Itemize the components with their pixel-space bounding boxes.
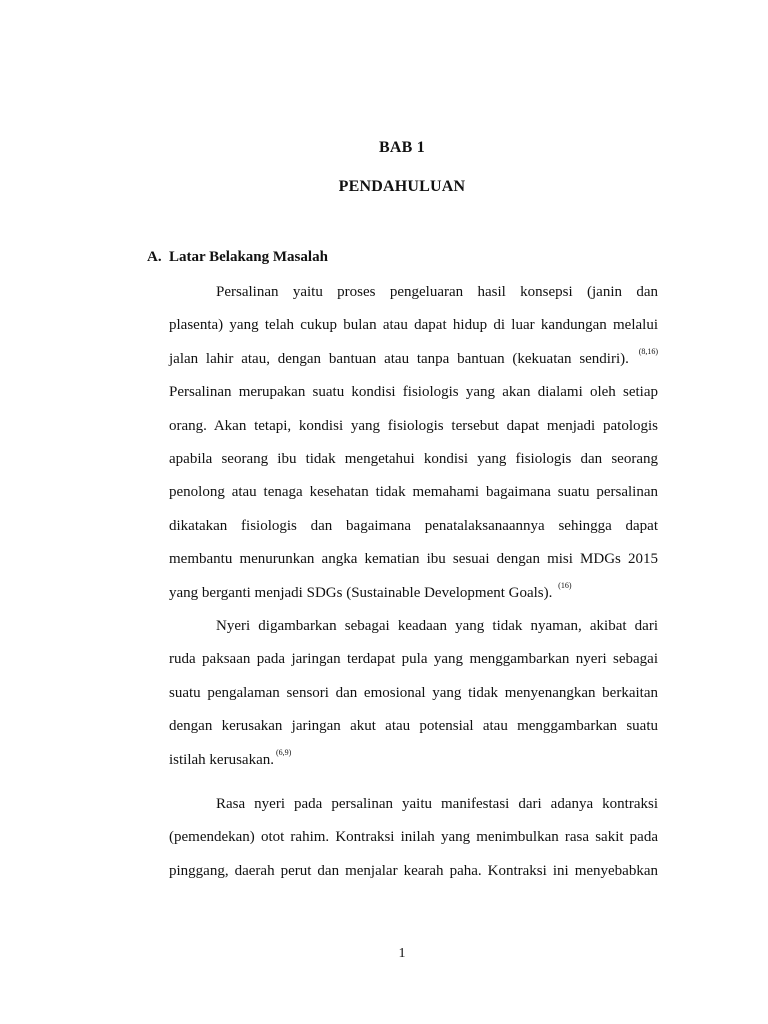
section-letter: A. — [147, 249, 162, 265]
paragraph-line: plasenta) yang telah cukup bulan atau dapat hidup di luar kandungan melalui — [169, 317, 658, 334]
paragraph-line: dengan kerusakan jaringan akut atau potensial atau menggambarkan suatu — [169, 718, 658, 735]
paragraph-line-text: jalan lahir atau, dengan bantuan atau tanpa bantuan (kekuatan sendiri). — [169, 350, 629, 367]
paragraph-line: penolong atau tenaga kesehatan tidak memahami bagaimana suatu persalinan — [169, 484, 658, 501]
paragraph-1 — [169, 276, 658, 610]
paragraph-line — [169, 343, 658, 376]
page-number: 1 — [398, 946, 406, 961]
paragraph-line — [169, 744, 658, 777]
citation-superscript: (6,9) — [275, 747, 292, 757]
paragraph-line: Persalinan merupakan suatu kondisi fisiologis yang akan dialami oleh setiap — [169, 384, 658, 401]
paragraph-line: Rasa nyeri pada persalinan yaitu manifestasi dari adanya kontraksi — [216, 796, 658, 812]
paragraph-line: (pemendekan) otot rahim. Kontraksi inilah yang menimbulkan rasa sakit pada — [169, 829, 658, 846]
paragraph-line: Nyeri digambarkan sebagai keadaan yang tidak nyaman, akibat dari — [216, 618, 658, 634]
paragraph-3 — [169, 788, 658, 888]
section-heading — [147, 249, 328, 266]
citation-superscript: (16) — [558, 580, 572, 590]
paragraph-line-text: istilah kerusakan. — [169, 751, 274, 768]
paragraph-line: apabila seorang ibu tidak mengetahui kondisi yang fisiologis dan seorang — [169, 450, 658, 467]
citation-superscript: (8,16) — [638, 346, 659, 356]
paragraph-line: orang. Akan tetapi, kondisi yang fisiologis tersebut dapat menjadi patologis — [169, 417, 658, 434]
section-title: Latar Belakang Masalah — [169, 249, 328, 265]
chapter-number: BAB 1 — [379, 139, 425, 156]
paragraph-2 — [169, 610, 658, 777]
paragraph-line — [169, 577, 658, 610]
paragraph-line: Persalinan yaitu proses pengeluaran hasil konsepsi (janin dan — [216, 284, 658, 300]
paragraph-line: suatu pengalaman sensori dan emosional yang tidak menyenangkan berkaitan — [169, 684, 658, 701]
paragraph-line: pinggang, daerah perut dan menjalar kearah paha. Kontraksi ini menyebabkan — [169, 862, 658, 879]
paragraph-line-text: yang berganti menjadi SDGs (Sustainable Development Goals). — [169, 584, 553, 601]
paragraph-line: ruda paksaan pada jaringan terdapat pula yang menggambarkan nyeri sebagai — [169, 651, 658, 668]
chapter-title: PENDAHULUAN — [338, 178, 466, 195]
paragraph-line: membantu menurunkan angka kematian ibu sesuai dengan misi MDGs 2015 — [169, 551, 658, 568]
paragraph-line: dikatakan fisiologis dan bagaimana penatalaksanaannya sehingga dapat — [169, 517, 658, 534]
